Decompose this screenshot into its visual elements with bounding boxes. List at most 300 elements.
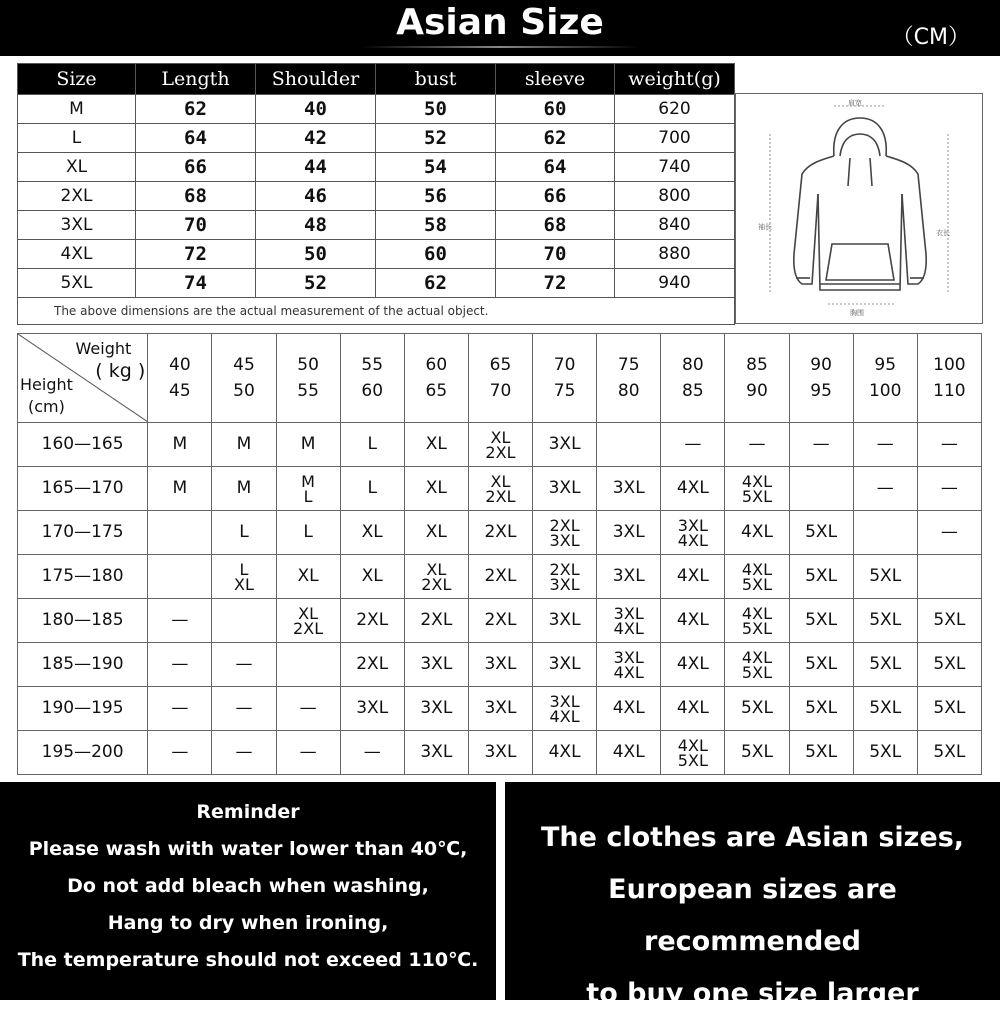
size-recommendation-cell [853,423,917,467]
measurement-cell: 740 [615,153,735,182]
size-recommendation-cell [661,731,725,775]
weight-range-min: 100 [933,355,966,375]
weight-range-header [725,334,789,423]
size-cell: 2XL [18,182,136,211]
recommended-size: — [235,742,253,762]
size-recommendation-cell [725,555,789,599]
measurement-cell: 66 [496,182,615,211]
recommended-size: 3XL [484,698,517,718]
measurement-cell: 70 [496,240,615,269]
recommended-size: 3XL [677,515,708,535]
recommended-size: — [684,434,702,454]
size-recommendation-cell [917,511,981,555]
recommended-size: 2XL [484,522,517,542]
size-recommendation-cell [276,731,340,775]
recommended-size: 3XL [613,603,644,623]
size-recommendation-cell [789,467,853,511]
size-recommendation-cell [917,687,981,731]
recommended-size: 3XL [612,478,645,498]
size-recommendation-cell [597,731,661,775]
weight-range-min: 95 [874,355,897,375]
column-header: bust [376,64,496,95]
size-recommendation-cell [276,599,340,643]
size-cell: XL [18,153,136,182]
recommended-size: XL [425,478,447,498]
weight-range-header [853,334,917,423]
recommended-size: XL [425,522,447,542]
size-recommendation-cell [404,423,468,467]
hoodie-icon [736,94,982,323]
weight-range-min: 75 [617,355,640,375]
size-recommendation-cell [212,467,276,511]
size-recommendation-cell [853,643,917,687]
weight-range-header [148,334,212,423]
size-recommendation-cell [212,423,276,467]
recommended-size: 4XL [677,530,708,550]
column-header: Size [18,64,136,95]
recommended-size: L [367,478,377,498]
size-recommendation-cell [725,467,789,511]
measurement-cell: 68 [496,211,615,240]
size-recommendation-cell [789,555,853,599]
reminder-title: Reminder [196,801,300,823]
recommended-size: 5XL [805,654,838,674]
weight-range-header [404,334,468,423]
recommended-size: M [300,434,316,454]
recommended-size: 5XL [741,618,772,638]
size-recommendation-cell [468,467,532,511]
recommended-size: 2XL [549,559,580,579]
recommended-size: L [367,434,377,454]
size-recommendation-cell [148,423,212,467]
measurement-cell: 620 [615,95,735,124]
height-range-cell: 195—200 [18,731,148,775]
size-recommendation-cell [597,511,661,555]
size-recommendation-cell [468,555,532,599]
recommended-size: L [239,522,249,542]
table-row [18,153,735,182]
size-recommendation-cell [789,643,853,687]
size-recommendation-cell [276,555,340,599]
size-cell: 3XL [18,211,136,240]
recommended-size: 2XL [421,574,452,594]
size-notice-panel [505,782,1000,1009]
weight-range-max: 65 [425,381,448,401]
size-recommendation-cell [853,511,917,555]
weight-range-max: 55 [297,381,319,401]
recommended-size: 2XL [484,610,517,630]
size-recommendation-cell [853,467,917,511]
measurement-cell: 54 [376,153,496,182]
recommended-size: 2XL [356,610,389,630]
recommended-size: L [303,486,313,506]
size-recommendation-cell [340,599,404,643]
weight-range-max: 100 [868,381,902,401]
recommended-size: 5XL [740,698,773,718]
size-recommendation-cell [661,687,725,731]
recommended-size: 4XL [676,698,709,718]
size-recommendation-cell [212,511,276,555]
size-recommendation-cell [276,423,340,467]
recommended-size: — [171,654,189,674]
weight-range-max: 85 [682,381,704,401]
weight-range-min: 65 [489,355,512,375]
weight-range-header [533,334,597,423]
recommended-size: XL [426,559,447,579]
size-cell: M [18,95,136,124]
recommended-size: — [876,478,894,498]
size-recommendation-cell [468,731,532,775]
table-row [18,124,735,153]
size-recommendation-cell [340,643,404,687]
measurement-cell: 700 [615,124,735,153]
recommended-size: XL [490,471,511,491]
corner-kg-label: ( kg ) [95,360,146,382]
recommended-size: 3XL [612,566,645,586]
recommended-size: XL [361,566,383,586]
size-recommendation-cell [789,599,853,643]
size-recommendation-cell [533,423,597,467]
weight-range-min: 70 [553,355,576,375]
reminder-line: The temperature should not exceed 110℃. [17,949,479,971]
size-cell: 4XL [18,240,136,269]
height-range-cell: 190—195 [18,687,148,731]
size-recommendation-cell [276,467,340,511]
weight-range-header [468,334,532,423]
recommended-size: — [940,434,958,454]
recommended-size: 4XL [676,654,709,674]
size-recommendation-cell [468,687,532,731]
recommended-size: 4XL [676,610,709,630]
recommended-size: 4XL [676,478,709,498]
recommended-size: XL [298,603,319,623]
recommended-size: 3XL [549,691,580,711]
measurement-cell: 60 [496,95,615,124]
size-recommendation-table [17,333,982,775]
recommended-size: — [940,522,958,542]
notice-line: The clothes are Asian sizes, [540,822,965,853]
table-row [18,269,735,298]
height-range-cell: 185—190 [18,643,148,687]
table-row [18,423,982,467]
size-recommendation-cell [661,599,725,643]
recommended-size: 5XL [869,654,902,674]
recommended-size: 5XL [933,610,966,630]
diagram-label-bottom: 胸围 [850,309,864,317]
size-recommendation-cell [212,599,276,643]
recommended-size: 3XL [548,478,581,498]
size-recommendation-cell [597,467,661,511]
recommended-size: 5XL [805,522,838,542]
diagram-label-right: 衣长 [936,229,950,237]
measurement-cell: 56 [376,182,496,211]
weight-range-min: 90 [810,355,832,375]
weight-range-header [597,334,661,423]
weight-range-header [340,334,404,423]
measurement-cell: 62 [496,124,615,153]
recommended-size: 2XL [485,442,516,462]
measurement-note: The above dimensions are the actual measurement of the actual object. [18,298,735,325]
size-recommendation-cell [404,511,468,555]
height-range-cell: 170—175 [18,511,148,555]
weight-range-max: 95 [810,381,832,401]
weight-range-header [212,334,276,423]
measurement-cell: 52 [256,269,376,298]
size-recommendation-cell [661,423,725,467]
recommended-size: 4XL [741,603,772,623]
size-recommendation-cell [533,687,597,731]
weight-range-max: 90 [746,381,768,401]
size-recommendation-cell [468,599,532,643]
recommended-size: 3XL [548,434,581,454]
weight-range-max: 110 [933,381,966,401]
table-row [18,555,982,599]
recommended-size: M [301,471,315,491]
size-recommendation-cell [597,599,661,643]
size-recommendation-cell [533,731,597,775]
size-recommendation-cell [917,643,981,687]
recommended-size: 3XL [548,610,581,630]
weight-range-max: 75 [553,381,576,401]
measurement-cell: 66 [136,153,256,182]
recommended-size: — [235,654,253,674]
recommended-size: 5XL [933,654,966,674]
recommended-size: 5XL [805,566,838,586]
recommended-size: XL [234,574,254,594]
recommended-size: 5XL [869,742,902,762]
size-recommendation-cell [404,467,468,511]
weight-range-min: 50 [297,355,319,375]
recommended-size: — [940,478,958,498]
size-cell: 5XL [18,269,136,298]
measurement-cell: 800 [615,182,735,211]
measurement-table [17,63,735,325]
size-recommendation-cell [533,467,597,511]
size-recommendation-cell [533,643,597,687]
size-recommendation-cell [404,643,468,687]
weight-header-row [18,334,982,423]
weight-range-header [661,334,725,423]
recommended-size: — [171,698,189,718]
hoodie-diagram [735,93,983,324]
weight-range-max: 45 [169,381,191,401]
recommended-size: 2XL [549,515,580,535]
size-recommendation-cell [661,511,725,555]
weight-range-max: 60 [361,381,384,401]
size-recommendation-cell [853,731,917,775]
height-range-cell: 180—185 [18,599,148,643]
table-row [18,643,982,687]
weight-range-min: 85 [746,355,768,375]
recommended-size: — [299,698,317,718]
recommended-size: 5XL [933,742,966,762]
column-header: Shoulder [256,64,376,95]
measurement-cell: 44 [256,153,376,182]
table-corner [18,334,148,423]
size-recommendation-cell [853,687,917,731]
size-recommendation-cell [725,511,789,555]
size-recommendation-cell [853,555,917,599]
recommended-size: 4XL [741,559,772,579]
height-range-cell: 160—165 [18,423,148,467]
recommended-size: XL [490,427,511,447]
measurement-cell: 62 [136,95,256,124]
recommended-size: 4XL [548,742,581,762]
recommended-size: 4XL [613,662,644,682]
size-recommendation-cell [148,467,212,511]
size-recommendation-cell [148,599,212,643]
weight-range-min: 80 [682,355,704,375]
recommended-size: 5XL [869,610,902,630]
recommended-size: 2XL [293,618,324,638]
recommended-size: 5XL [933,698,966,718]
size-recommendation-cell [212,731,276,775]
recommended-size: 4XL [741,647,772,667]
recommended-size: 3XL [356,698,389,718]
recommended-size: 5XL [805,742,838,762]
corner-height-label: Height [20,375,73,394]
measurement-cell: 64 [136,124,256,153]
measurement-cell: 52 [376,124,496,153]
size-recommendation-cell [533,511,597,555]
size-recommendation-cell [340,511,404,555]
size-recommendation-cell [725,643,789,687]
size-recommendation-cell [533,555,597,599]
measurement-cell: 40 [256,95,376,124]
size-recommendation-cell [148,731,212,775]
size-recommendation-cell [148,511,212,555]
diagram-label-top: 肩宽 [848,99,862,107]
table-row [18,211,735,240]
recommended-size: 5XL [869,566,902,586]
size-recommendation-cell [276,511,340,555]
recommended-size: L [239,559,249,579]
weight-range-min: 60 [425,355,448,375]
size-recommendation-cell [789,423,853,467]
size-recommendation-cell [404,687,468,731]
size-recommendation-cell [468,511,532,555]
size-recommendation-cell [340,467,404,511]
size-recommendation-cell [789,511,853,555]
measurement-cell: 880 [615,240,735,269]
column-header: weight(g) [615,64,735,95]
height-range-cell: 175—180 [18,555,148,599]
size-cell: L [18,124,136,153]
notice-line: European sizes are recommended [608,874,897,957]
recommended-size: 4XL [740,522,773,542]
weight-range-header [276,334,340,423]
measurement-cell: 42 [256,124,376,153]
recommended-size: — [748,434,766,454]
size-recommendation-cell [276,687,340,731]
weight-range-min: 55 [361,355,384,375]
size-recommendation-cell [597,687,661,731]
recommended-size: XL [361,522,383,542]
recommended-size: — [363,742,381,762]
weight-range-min: 45 [233,355,255,375]
size-recommendation-cell [276,643,340,687]
recommended-size: 4XL [549,706,580,726]
size-recommendation-cell [340,687,404,731]
size-recommendation-cell [148,643,212,687]
corner-cm-label: (cm) [28,397,65,416]
size-recommendation-cell [725,599,789,643]
weight-range-max: 80 [617,381,640,401]
recommended-size: 3XL [548,654,581,674]
size-recommendation-cell [917,555,981,599]
measurement-cell: 62 [376,269,496,298]
reminder-line: Please wash with water lower than 40℃, [28,838,468,860]
measurement-cell: 50 [376,95,496,124]
recommended-size: 4XL [741,471,772,491]
diagram-label-left: 袖长 [758,223,772,231]
recommended-size: 5XL [869,698,902,718]
recommended-size: 4XL [676,566,709,586]
table-row [18,599,982,643]
table-row [18,687,982,731]
size-recommendation-cell [789,687,853,731]
table-row [18,731,982,775]
size-recommendation-cell [597,643,661,687]
size-recommendation-cell [597,555,661,599]
recommended-size: 2XL [420,610,453,630]
size-recommendation-cell [148,555,212,599]
page-title: Asian Size [396,2,604,43]
height-range-cell: 165—170 [18,467,148,511]
recommended-size: 5XL [805,610,838,630]
recommended-size: 3XL [613,647,644,667]
recommended-size: 3XL [420,654,453,674]
recommended-size: — [171,742,189,762]
recommended-size: M [172,478,188,498]
recommended-size: 3XL [484,654,517,674]
size-recommendation-cell [725,687,789,731]
measurement-cell: 840 [615,211,735,240]
size-recommendation-cell [661,643,725,687]
recommended-size: 4XL [677,735,708,755]
measurement-cell: 50 [256,240,376,269]
recommended-size: XL [297,566,319,586]
recommended-size: 3XL [549,530,580,550]
recommended-size: 5XL [741,662,772,682]
recommended-size: 2XL [356,654,389,674]
measurement-cell: 72 [496,269,615,298]
size-recommendation-cell [404,731,468,775]
recommended-size: 3XL [420,742,453,762]
size-recommendation-cell [340,423,404,467]
measurement-cell: 72 [136,240,256,269]
size-recommendation-cell [917,599,981,643]
weight-range-max: 50 [233,381,255,401]
size-recommendation-cell [597,423,661,467]
recommended-size: 3XL [420,698,453,718]
table-row [18,240,735,269]
recommended-size: 5XL [677,750,708,770]
size-recommendation-cell [533,599,597,643]
size-recommendation-cell [725,731,789,775]
measurement-cell: 74 [136,269,256,298]
weight-range-min: 40 [169,355,191,375]
table-row [18,182,735,211]
measurement-cell: 940 [615,269,735,298]
header-bar [0,0,1000,56]
size-recommendation-cell [468,643,532,687]
measurement-cell: 58 [376,211,496,240]
table-row [18,511,982,555]
measurement-cell: 60 [376,240,496,269]
size-recommendation-cell [404,555,468,599]
recommended-size: — [171,610,189,630]
